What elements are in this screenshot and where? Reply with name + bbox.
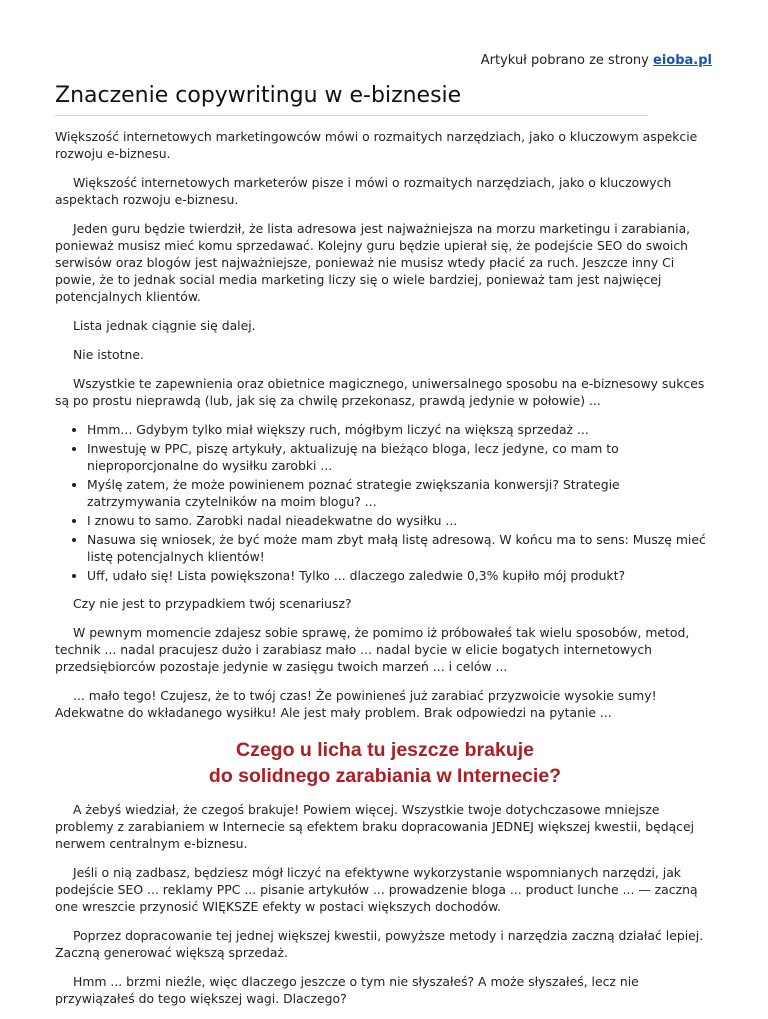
paragraph: Czy nie jest to przypadkiem twój scenariusz? [73,596,352,611]
section-heading-line2: do solidnego zarabiania w Internecie? [208,765,562,787]
intro-paragraph: Większość internetowych marketingowców mówi o rozmaitych narzędziach, jako o kluczowym aspekcie rozwoju e-biznesu. [55,129,698,161]
paragraph: Hmm ... brzmi nieźle, więc dlaczego jeszcze o tym nie słyszałeś? A może słyszałeś, lecz nie przywiązałeś do tego większej wagi. Dlaczego? [55,974,639,1006]
list-item: • Inwestuję w PPC, piszę artykuły, aktualizuję na bieżąco bloga, lecz jedyne, co mam to nieproporcjonalne do wysiłku zarobki ... [87,440,715,474]
paragraph: Poprzez dopracowanie tej jednej większej kwestii, powyższe metody i narzędzia zaczną działać lepiej. Zaczną generować większą sprzedaż. [55,928,704,960]
scenario-list [55,421,715,584]
list-item: • Hmm... Gdybym tylko miał większy ruch, mógłbym liczyć na większą sprzedaż ... [87,421,715,438]
paragraph: A żebyś wiedział, że czegoś brakuje! Powiem więcej. Wszystkie twoje dotychczasowe mniejsze problemy z zarabianiem w Internecie są efektem braku dopracowania JEDNEJ większej kwestii, będącej nerwem centralnym e-biznesu. [55,802,695,851]
paragraph: ... mało tego! Czujesz, że to twój czas! Że powinieneś już zarabiać przyzwoicie wysokie sumy! Adekwatne do wkładanego wysiłku! Ale jest mały problem. Brak odpowiedzi na pytanie ... [55,688,657,720]
title-divider [55,115,648,116]
section-heading [55,737,715,789]
article-body [55,128,715,1019]
source-line [481,52,712,69]
list-item: • Uff, udało się! Lista powiększona! Tylko ... dlaczego zaledwie 0,3% kupiło mój produkt? [87,567,715,584]
section-heading-line1: Czego u licha tu jeszcze brakuje [235,739,534,761]
list-item: • Nasuwa się wniosek, że być może mam zbyt małą listę adresową. W końcu ma to sens: Muszę mieć listę potencjalnych klientów! [87,531,715,565]
paragraph: Nie istotne. [73,347,144,362]
source-link[interactable]: eioba.pl [653,53,712,68]
paragraph: W pewnym momencie zdajesz sobie sprawę, że pomimo iż próbowałeś tak wielu sposobów, metod, technik ... nadal pracujesz dużo i zarabiasz mało ... nadal bycie w elicie bogatych internetowych przedsiębiorców pozostaje jedynie w zasięgu twoich marzeń ... i celów ... [55,625,690,674]
list-item: • Myślę zatem, że może powinienem poznać strategie zwiększania konwersji? Strategie zatrzymywania czytelników na moim blogu? ... [87,476,715,510]
page-title: Znaczenie copywritingu w e-biznesie [55,83,462,108]
paragraph: Większość internetowych marketerów pisze i mówi o rozmaitych narzędziach, jako o kluczowych aspektach rozwoju e-biznesu. [55,175,672,207]
paragraph: Wszystkie te zapewnienia oraz obietnice magicznego, uniwersalnego sposobu na e-biznesowy sukces są po prostu nieprawdą (lub, jak się za chwilę przekonasz, prawdą jedynie w połowie) ... [55,376,705,408]
paragraph: Jeśli o nią zadbasz, będziesz mógł liczyć na efektywne wykorzystanie wspomnianych narzędzi, jak podejście SEO ... reklamy PPC ... pisanie artykułów ... prowadzenie bloga ... product lunche ... — zaczną one wreszcie przynosić WIĘKSZE efekty w postaci większych dochodów. [55,865,698,914]
source-prefix: Artykuł pobrano ze strony [480,53,649,68]
list-item: • I znowu to samo. Zarobki nadal nieadekwatne do wysiłku ... [87,512,715,529]
paragraph: Jeden guru będzie twierdził, że lista adresowa jest najważniejsza na morzu marketingu i zarabiania, ponieważ musisz mieć komu sprzedawać. Kolejny guru będzie upierał się, że podejście SEO do swoich serwisów oraz blogów jest najważniejsze, ponieważ nie musisz wtedy płacić za ruch. Jeszcze inny Ci powie, że to jednak social media marketing liczy się o wiele bardziej, ponieważ tam jest najwięcej potencjalnych klientów. [55,221,691,304]
paragraph: Lista jednak ciągnie się dalej. [73,318,256,333]
